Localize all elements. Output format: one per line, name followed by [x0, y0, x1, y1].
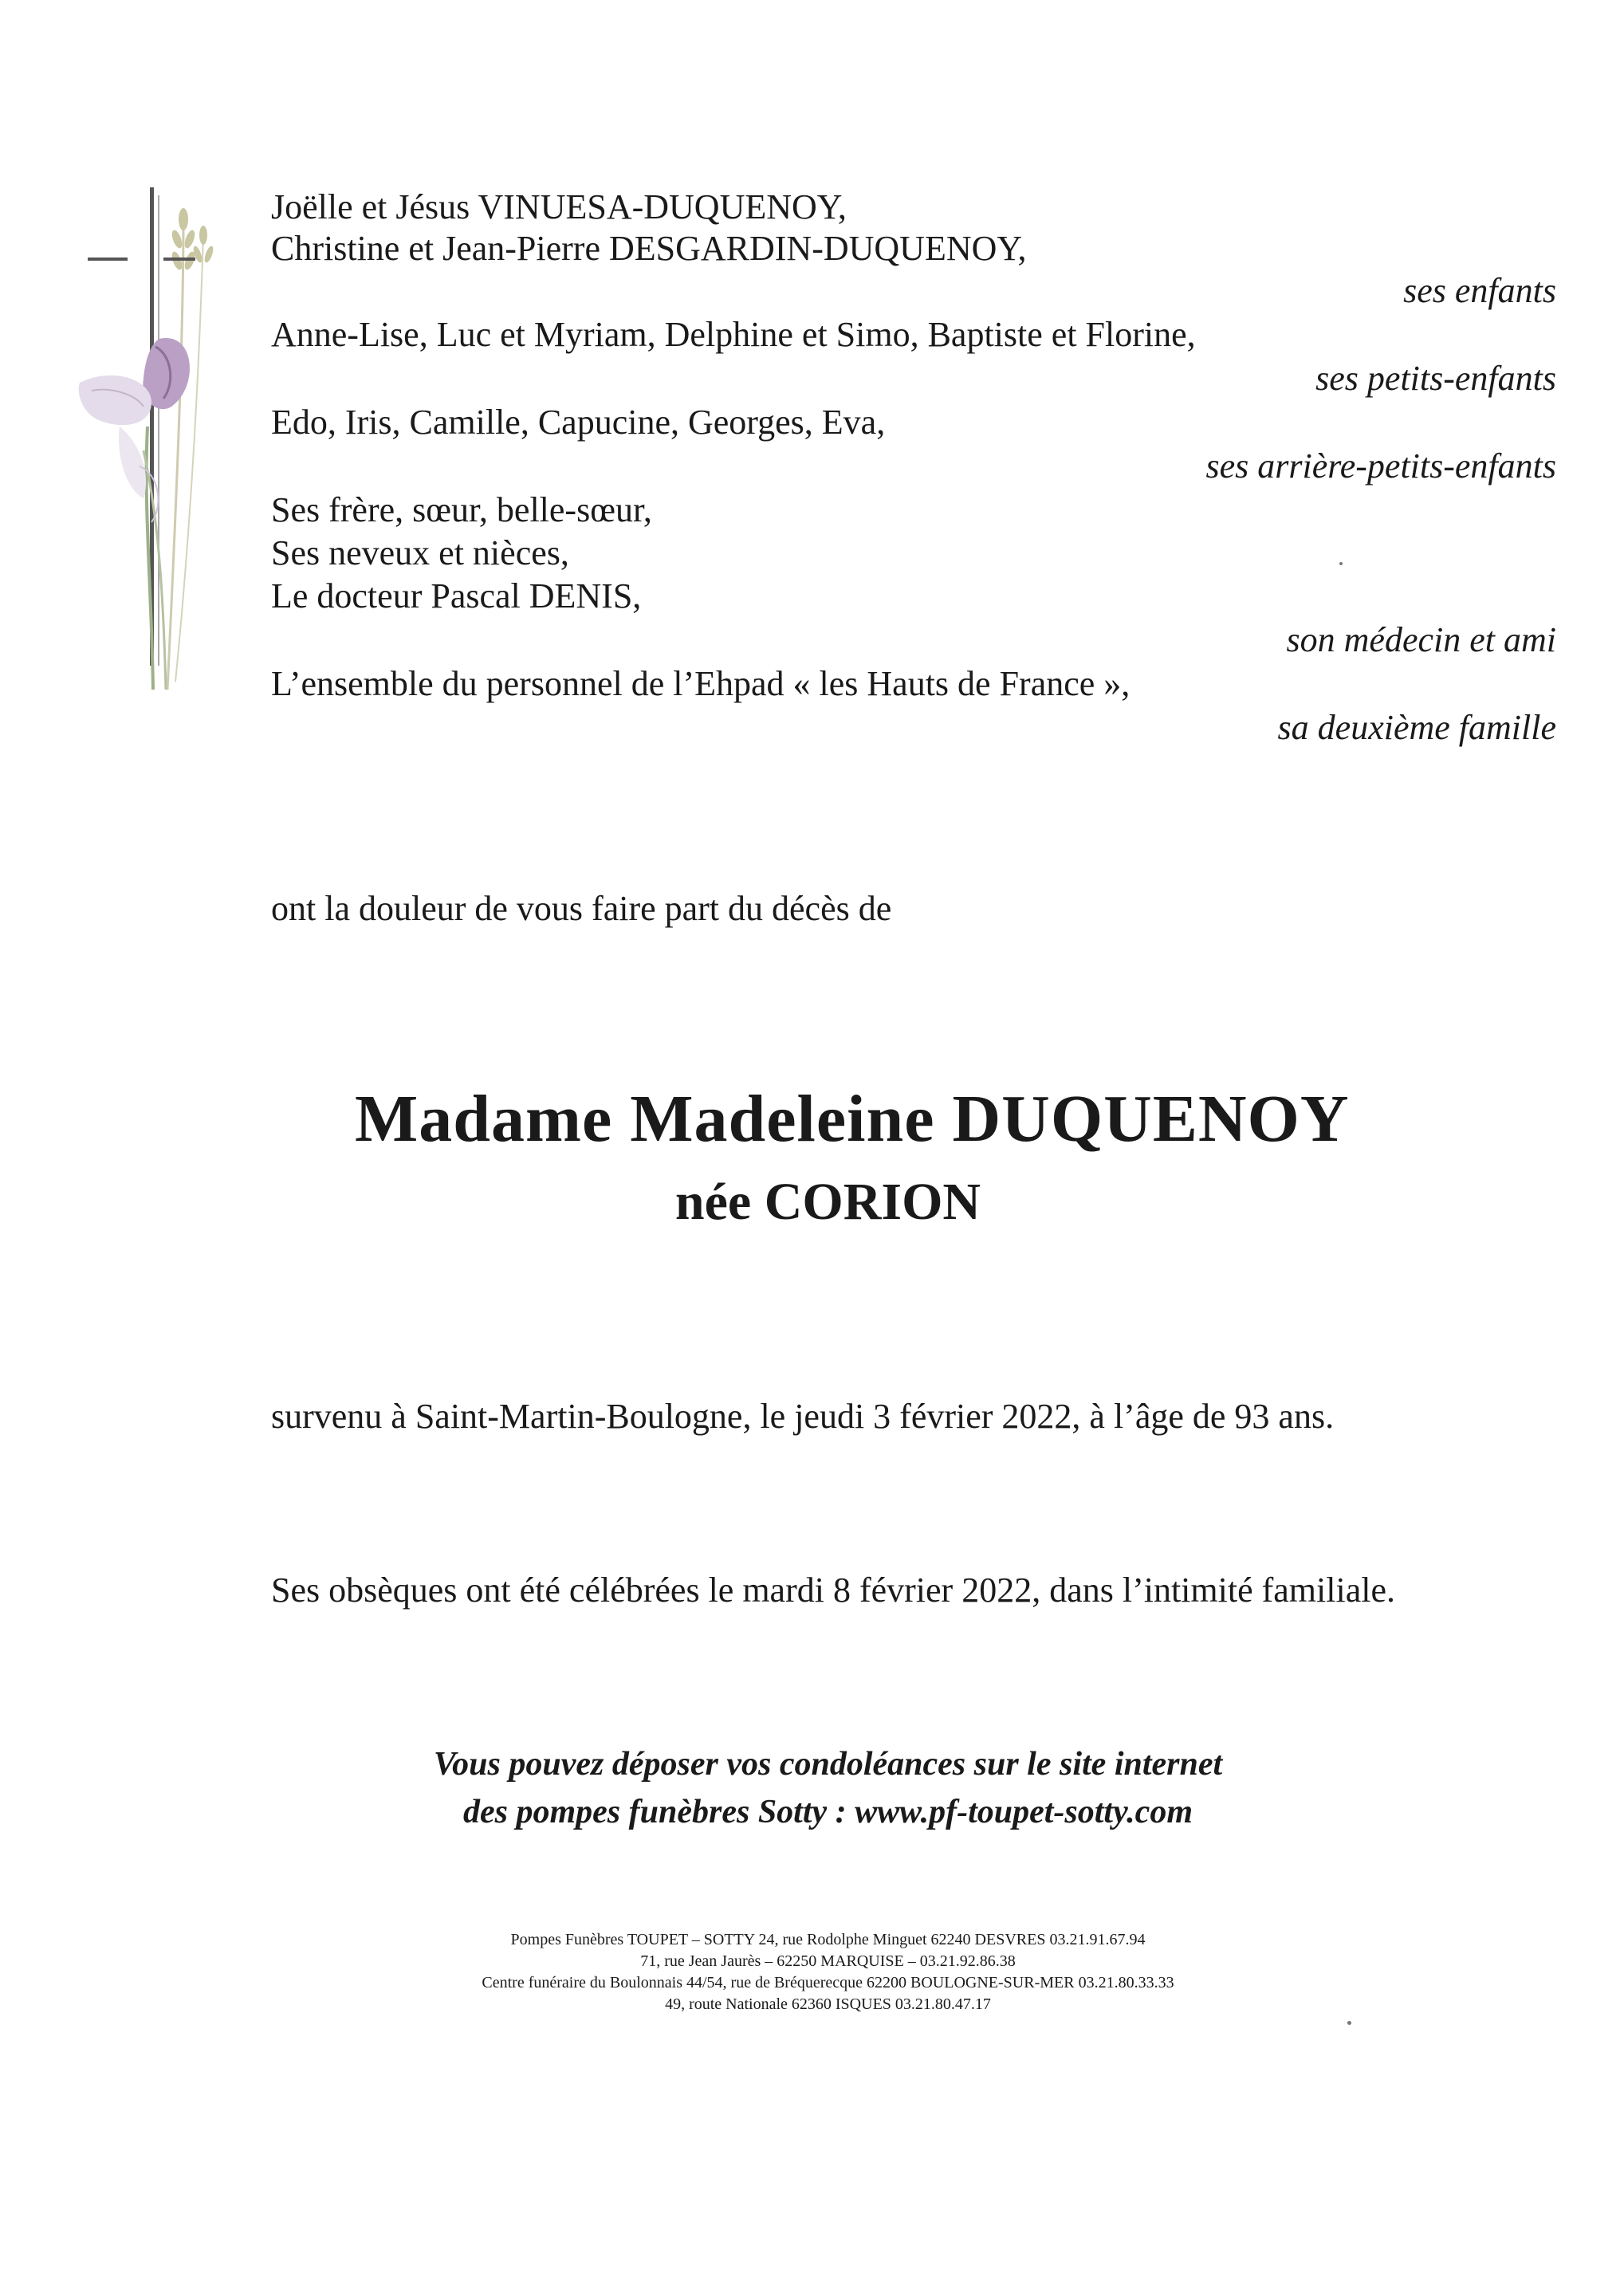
- announcement: ont la douleur de vous faire part du décès de: [271, 889, 892, 928]
- grandchildren-line: Anne-Lise, Luc et Myriam, Delphine et Simo, Baptiste et Florine,: [271, 315, 1196, 354]
- staff-line: L’ensemble du personnel de l’Ehpad « les Hauts de France »,: [271, 664, 1131, 703]
- children-line-2: Christine et Jean-Pierre DESGARDIN-DUQUENOY,: [271, 229, 1027, 268]
- children-role: ses enfants: [1403, 271, 1556, 310]
- footer-line-3: Centre funéraire du Boulonnais 44/54, rue de Bréquerecque 62200 BOULOGNE-SUR-MER 03.21.80.33.33: [482, 1974, 1174, 1991]
- siblings-line: Ses frère, sœur, belle-sœur,: [271, 490, 652, 529]
- doctor-role: son médecin et ami: [1286, 620, 1556, 659]
- death-details: survenu à Saint-Martin-Boulogne, le jeudi 3 février 2022, à l’âge de 93 ans.: [271, 1397, 1335, 1436]
- scan-speck: [1347, 2021, 1351, 2025]
- footer-line-1: Pompes Funèbres TOUPET – SOTTY 24, rue Rodolphe Minguet 62240 DESVRES 03.21.91.67.94: [510, 1931, 1146, 1948]
- grandchildren-role: ses petits-enfants: [1315, 359, 1556, 398]
- deceased-maiden-name: née CORION: [674, 1173, 981, 1231]
- children-line-1: Joëlle et Jésus VINUESA-DUQUENOY,: [271, 187, 847, 226]
- footer-line-4: 49, route Nationale 62360 ISQUES 03.21.80.47.17: [665, 1995, 991, 2013]
- staff-role: sa deuxième famille: [1277, 708, 1556, 747]
- cross-lily-icon: [64, 187, 239, 698]
- funeral-details: Ses obsèques ont été célébrées le mardi 8 février 2022, dans l’intimité familiale.: [271, 1571, 1395, 1610]
- condolences-line-1: Vous pouvez déposer vos condoléances sur le site internet: [433, 1746, 1223, 1783]
- scan-speck: [1339, 562, 1343, 565]
- footer-line-2: 71, rue Jean Jaurès – 62250 MARQUISE – 03.21.92.86.38: [640, 1952, 1016, 1970]
- condolences-line-2: des pompes funèbres Sotty : www.pf-toupet-sotty.com: [463, 1794, 1193, 1830]
- doctor-line: Le docteur Pascal DENIS,: [271, 576, 642, 615]
- great-grandchildren-line: Edo, Iris, Camille, Capucine, Georges, Eva,: [271, 403, 886, 442]
- deceased-name: Madame Madeleine DUQUENOY: [355, 1082, 1350, 1156]
- great-grandchildren-role: ses arrière-petits-enfants: [1205, 446, 1556, 486]
- nephews-line: Ses neveux et nièces,: [271, 533, 569, 572]
